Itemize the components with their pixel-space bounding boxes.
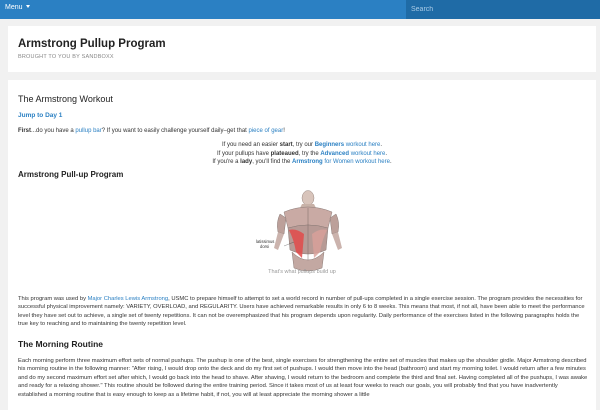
link-text: for Women workout here bbox=[322, 159, 390, 165]
link-bold: Armstrong bbox=[292, 159, 323, 165]
piece-of-gear-link[interactable]: piece of gear bbox=[248, 128, 284, 134]
figure-label-dorsi: dorsi bbox=[260, 244, 270, 249]
option-text: If you need an easier bbox=[221, 142, 280, 148]
site-description: BROUGHT TO YOU BY SANDBOXX bbox=[18, 54, 114, 60]
option-text: . bbox=[389, 159, 392, 165]
site-header bbox=[8, 26, 596, 72]
option-line-women bbox=[8, 159, 596, 165]
top-navigation-bar bbox=[0, 0, 600, 19]
link-text: workout here bbox=[349, 151, 386, 157]
option-text: If your pullups have bbox=[216, 151, 271, 157]
link-bold: Advanced bbox=[320, 151, 350, 157]
caret-down-icon bbox=[26, 5, 30, 8]
first-text-2: ? If you want to easily challenge yourself daily–get that bbox=[101, 128, 249, 134]
first-label: First bbox=[18, 128, 32, 134]
beginners-workout-link[interactable] bbox=[315, 142, 381, 148]
first-text-1: ...do you have a bbox=[31, 128, 76, 134]
option-text: , try the bbox=[298, 151, 321, 157]
paragraph-text: , USMC to prepare himself to attempt to set a world record in number of pull-ups completed in a single exercise session. The program provides the necessities for successful physical improvement namely: VARIETY, OVERLOAD, and REGULARITY. Users have achieved remarkable results in only 6 to 8 weeks. This means that most, if not all, have been able to meet the performance level they have set out to achieve, a single set of twenty repetitions. It can not be overemphasized that his program depends upon regularity. Daily performance of the exercises listed in the following paragraphs holds the true key to reaching and to maintaining the twenty repetition level. bbox=[18, 296, 585, 328]
back-muscles-figure bbox=[256, 188, 346, 276]
link-text: workout here bbox=[344, 142, 381, 148]
section-heading-morning-routine: The Morning Routine bbox=[18, 339, 103, 349]
option-line-beginners bbox=[8, 142, 596, 148]
article-title: The Armstrong Workout bbox=[18, 94, 113, 104]
menu-button[interactable] bbox=[5, 4, 30, 11]
option-line-advanced bbox=[8, 151, 596, 157]
option-text: If you're a bbox=[212, 159, 241, 165]
option-bold: lady bbox=[240, 159, 253, 165]
option-text: , you'll find the bbox=[252, 159, 293, 165]
link-bold: Beginners bbox=[314, 142, 345, 148]
advanced-workout-link[interactable] bbox=[320, 151, 388, 157]
major-armstrong-link[interactable]: Major Charles Lewis Armstrong bbox=[87, 296, 169, 302]
option-bold: plateaued bbox=[270, 151, 299, 157]
figure-label-latissimus: latissimus bbox=[256, 239, 275, 244]
first-line-text bbox=[18, 128, 285, 134]
site-title[interactable]: Armstrong Pullup Program bbox=[18, 38, 166, 50]
option-text: , try our bbox=[292, 142, 315, 148]
option-bold: start bbox=[279, 142, 293, 148]
search-input[interactable] bbox=[406, 0, 600, 19]
women-workout-link[interactable] bbox=[292, 159, 390, 165]
pullup-bar-link[interactable]: pullup bar bbox=[75, 128, 102, 134]
section-heading-pullup-program: Armstrong Pull-up Program bbox=[18, 170, 124, 179]
jump-to-day-1-link[interactable]: Jump to Day 1 bbox=[18, 112, 63, 119]
option-text: . bbox=[385, 151, 388, 157]
article-content bbox=[8, 80, 596, 410]
first-text-3: ! bbox=[283, 128, 285, 134]
intro-paragraph bbox=[18, 295, 588, 329]
back-muscles-illustration bbox=[274, 191, 342, 272]
option-text: . bbox=[380, 142, 383, 148]
menu-label: Menu bbox=[5, 4, 23, 11]
paragraph-text: This program was used by bbox=[18, 296, 88, 302]
morning-routine-paragraph: Each morning perform three maximum effort sets of normal pushups. The pushup is one of the best, single exercises for strengthening the entire set of muscles that makes up the shoulder girdle. Major Armstrong described his morning routine in the following manner: "After rising, I would drop onto the deck and do my first set of pushups. I would then move into the head (bathroom) and start my morning toilet. I would return after a few minutes and do my second maximum effort set after which, I would go back into the head to shave. After shaving, I would return to the bedroom and complete the third and final set. Having completed all of the pushups, I was awake and ready for a relaxing shower." This routine should be followed during the entire training period. Since it takes most of us at least four weeks to reach our goals, you will probably find that you have inadvertently established a morning routine that is easy enough to keep as a lifetime habit, if not, you will at least appreciate the morning shower a little bbox=[18, 358, 588, 398]
figure-caption: That's what pullups build up bbox=[268, 269, 336, 275]
